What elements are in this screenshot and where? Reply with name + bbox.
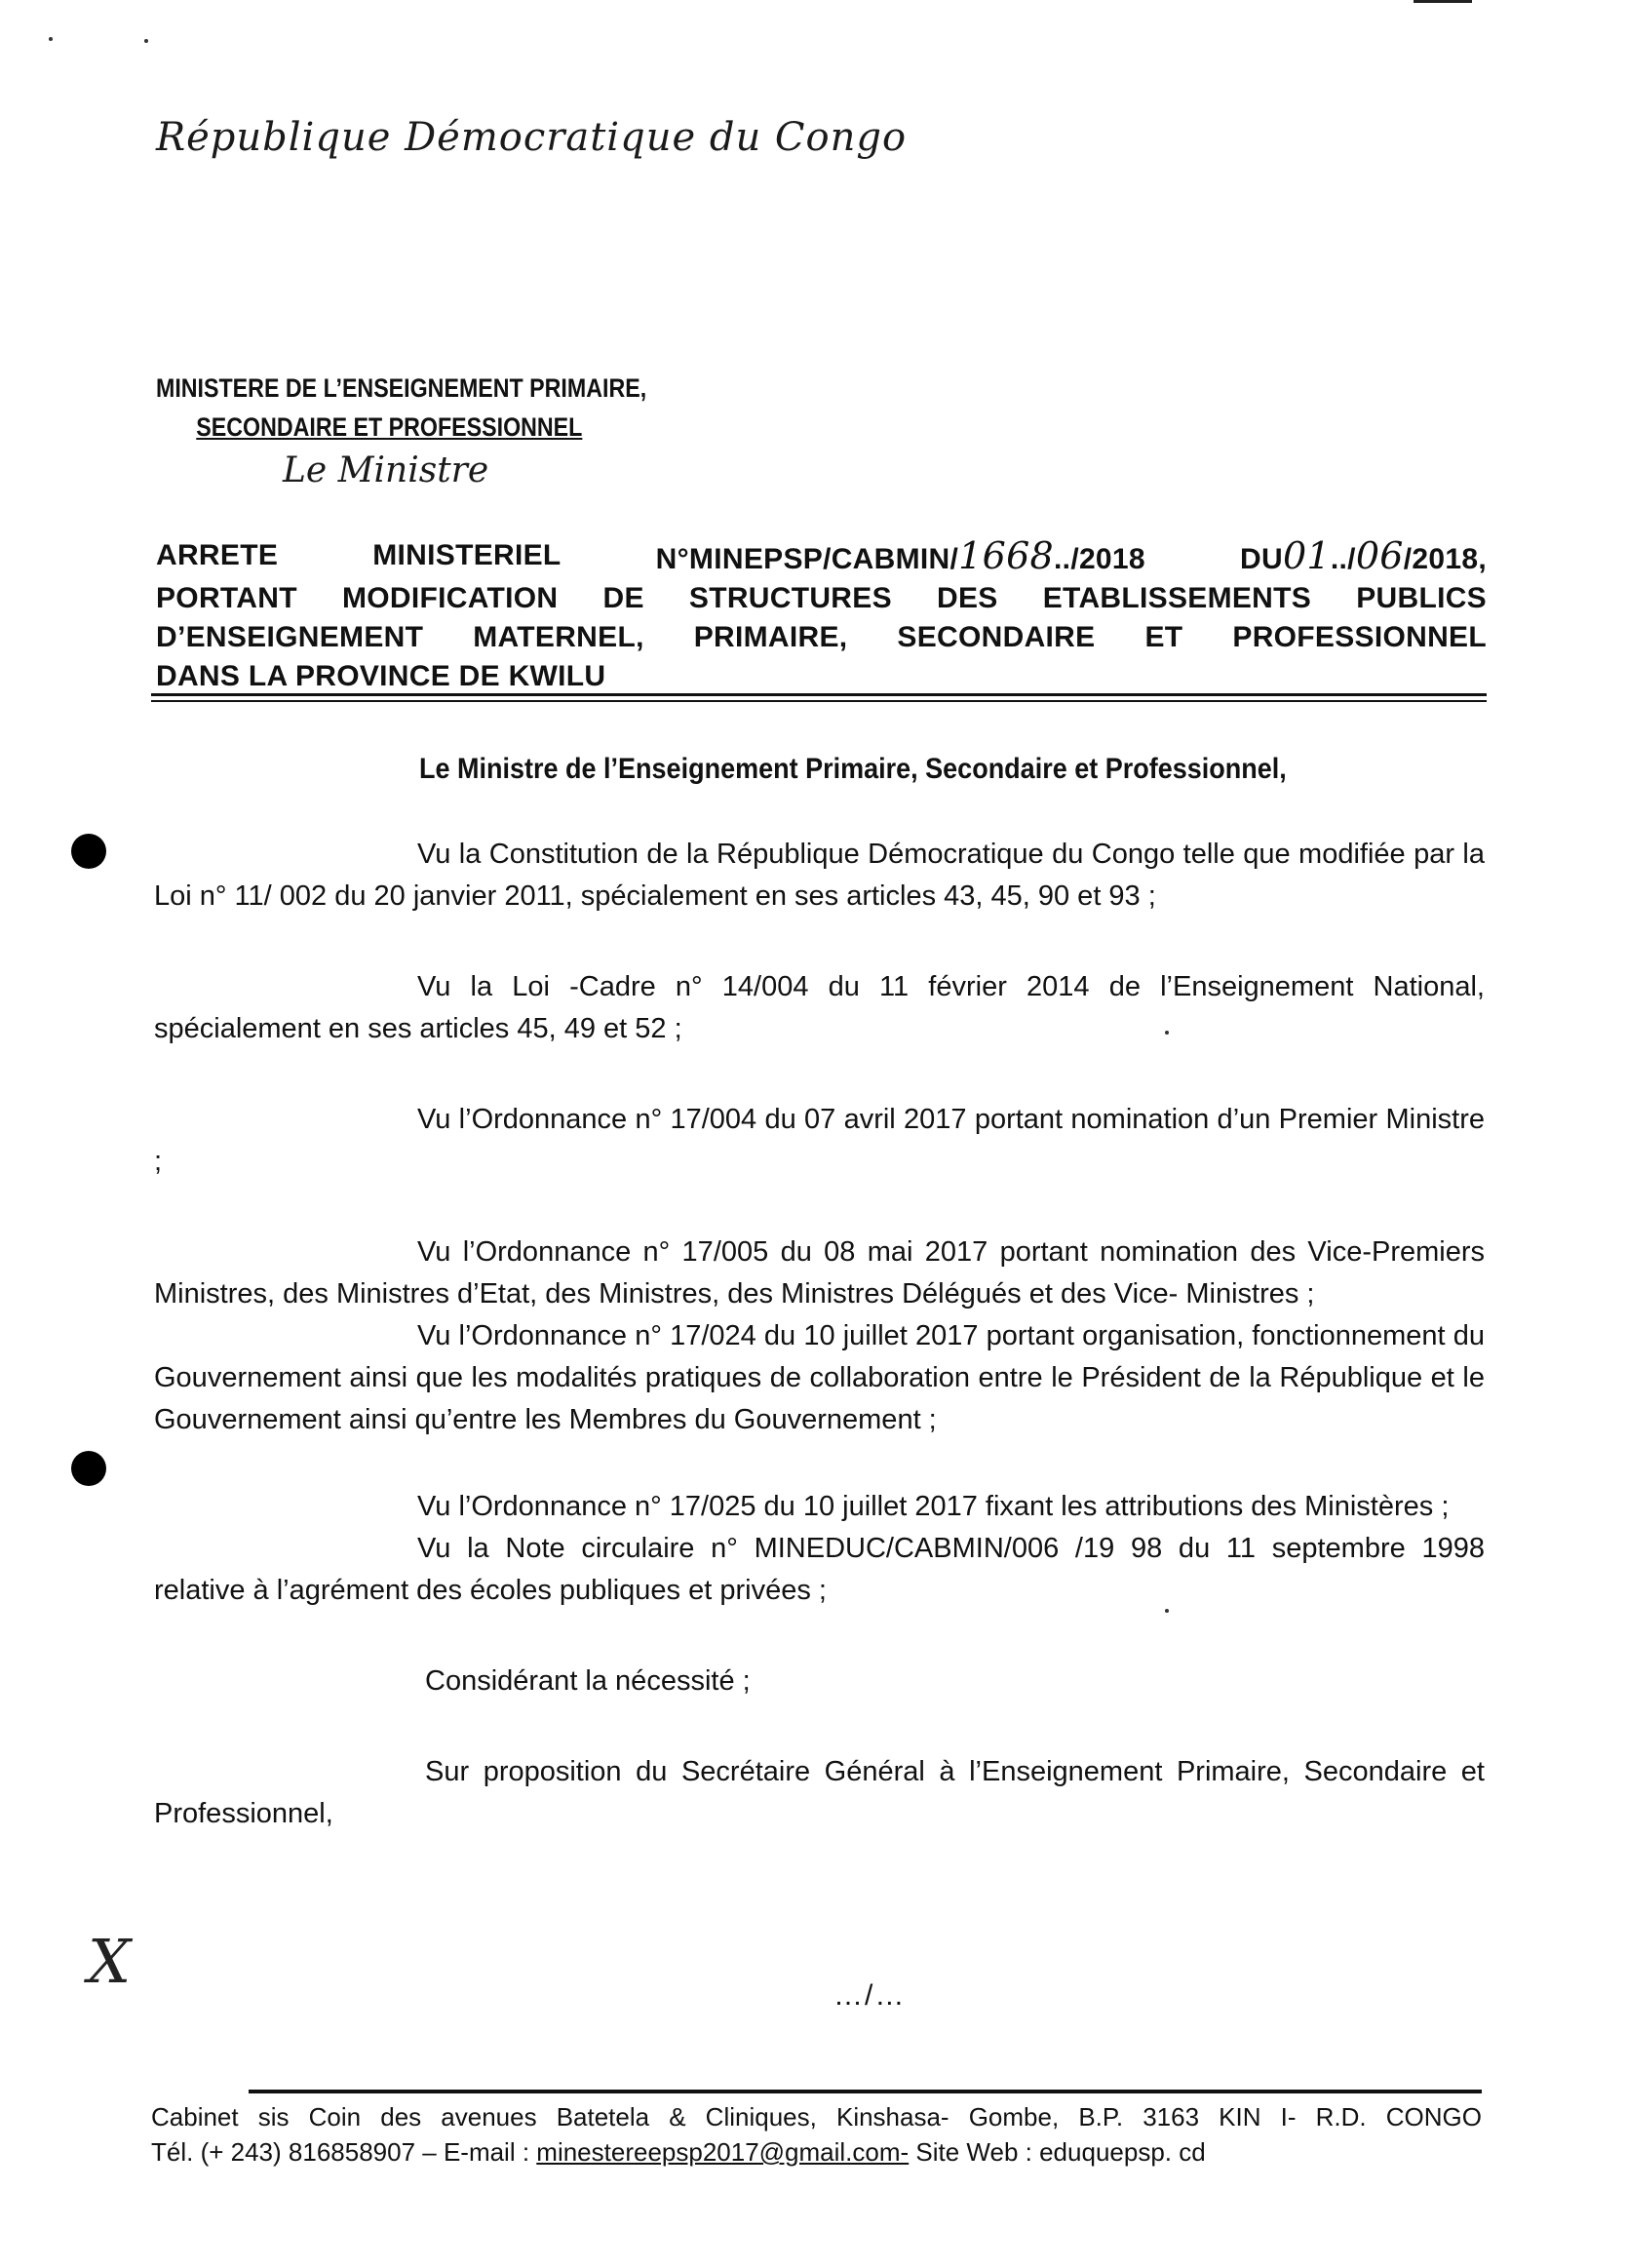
paragraph-proposition (154, 1751, 1485, 1835)
scan-speck (49, 37, 53, 41)
paragraph-ordonnance-17-025 (154, 1486, 1485, 1528)
ref-suffix: ../2018 (1054, 543, 1145, 575)
paragraph-constitution (154, 834, 1485, 918)
le-ministre-script: Le Ministre (283, 450, 489, 490)
ministeriel-word: MINISTERIEL (372, 539, 562, 571)
title-rule-thin (151, 700, 1487, 702)
ministry-line-1: MINISTERE DE L’ENSEIGNEMENT PRIMAIRE, (156, 373, 647, 403)
footer-contact (151, 2137, 1206, 2167)
paragraph-text: Vu la Constitution de la République Démocratique du Congo telle que modifiée par la Loi n° 11/ 002 du 20 janvier 2011, spécialement en ses articles 43, 45, 90 et 93 ; (154, 839, 1485, 912)
paragraph-loi-cadre (154, 966, 1485, 1050)
paragraph-text: Vu l’Ordonnance n° 17/005 du 08 mai 2017 portant nomination des Vice-Premiers Ministres, des Ministres d’Etat, des Ministres, des Ministres Délégués et des Vice- Ministres ; (154, 1236, 1485, 1310)
continued-marker: …/… (833, 1979, 907, 2012)
scan-speck (144, 39, 148, 43)
paragraph-text: Sur proposition du Secrétaire Général à l’Enseignement Primaire, Secondaire et Professionnel, (154, 1756, 1485, 1829)
footer-address: Cabinet sis Coin des avenues Batetela & Cliniques, Kinshasa- Gombe, B.P. 3163 KIN I- R.D. CONGO (151, 2102, 1482, 2131)
paragraph-ordonnance-17-004 (154, 1099, 1485, 1183)
footer-email-link[interactable]: minestereepsp2017@gmail.com- (536, 2137, 910, 2167)
arrete-line-4: DANS LA PROVINCE DE KWILU (156, 660, 606, 692)
day-handwritten: 01 (1282, 534, 1331, 577)
paragraph-text: Vu la Note circulaire n° MINEDUC/CABMIN/006 /19 98 du 11 septembre 1998 relative à l’agrément des écoles publiques et privées ; (154, 1533, 1485, 1606)
date-sep: ../ (1330, 543, 1356, 575)
footer-website: Site Web : eduquepsp. cd (909, 2137, 1206, 2167)
arrete-title (156, 536, 1487, 696)
du-label: DU (1240, 543, 1283, 575)
arrete-line-3: D’ENSEIGNEMENT MATERNEL, PRIMAIRE, SECONDAIRE ET PROFESSIONNEL (156, 621, 1487, 653)
arrete-date (1240, 536, 1487, 579)
ref-number-handwritten: 1668 (958, 534, 1055, 577)
month-handwritten: 06 (1355, 534, 1404, 577)
paragraph-considerant (154, 1661, 1485, 1702)
republic-header: République Démocratique du Congo (156, 115, 908, 160)
paragraph-text: Considérant la nécessité ; (425, 1665, 751, 1697)
paragraph-note-circulaire (154, 1528, 1485, 1612)
paragraph-text: Vu la Loi -Cadre n° 14/004 du 11 février 2014 de l’Enseignement National, spécialement en ses articles 45, 49 et 52 ; (154, 971, 1485, 1044)
arrete-reference (656, 536, 1145, 579)
punch-hole-bottom (71, 1451, 106, 1486)
handwritten-initial: X (88, 1926, 132, 1997)
punch-hole-top (71, 834, 106, 869)
footer-phone: Tél. (+ 243) 816858907 – E-mail : (151, 2137, 537, 2167)
ministry-block (156, 369, 646, 447)
scan-speck (1165, 1031, 1169, 1035)
ministry-line-2: SECONDAIRE ET PROFESSIONNEL (196, 412, 583, 442)
paragraph-text: Vu l’Ordonnance n° 17/004 du 07 avril 2017 portant nomination d’un Premier Ministre ; (154, 1104, 1485, 1177)
arrete-line-1 (156, 536, 1487, 579)
minister-title: Le Ministre de l’Enseignement Primaire, Secondaire et Professionnel, (419, 753, 1287, 785)
footer (151, 2099, 1482, 2170)
arrete-line-2: PORTANT MODIFICATION DE STRUCTURES DES ETABLISSEMENTS PUBLICS (156, 582, 1487, 614)
footer-rule (249, 2090, 1482, 2093)
arrete-word: ARRETE (156, 539, 279, 571)
paragraph-ordonnance-17-005 (154, 1232, 1485, 1315)
title-rule-thick (151, 693, 1487, 696)
preamble-body (154, 834, 1485, 1835)
paragraph-ordonnance-17-024 (154, 1315, 1485, 1441)
scan-speck (1165, 1609, 1169, 1613)
paragraph-text: Vu l’Ordonnance n° 17/024 du 10 juillet 2017 portant organisation, fonctionnement du Gouvernement ainsi que les modalités pratiques de collaboration entre le Président de la République et le Gouvernement ainsi qu’entre les Membres du Gouvernement ; (154, 1320, 1485, 1435)
paragraph-text: Vu l’Ordonnance n° 17/025 du 10 juillet 2017 fixant les attributions des Ministères ; (417, 1491, 1450, 1522)
ref-prefix: N°MINEPSP/CABMIN/ (655, 543, 959, 575)
scan-corner-mark (1414, 0, 1472, 3)
year: /2018, (1403, 543, 1487, 575)
